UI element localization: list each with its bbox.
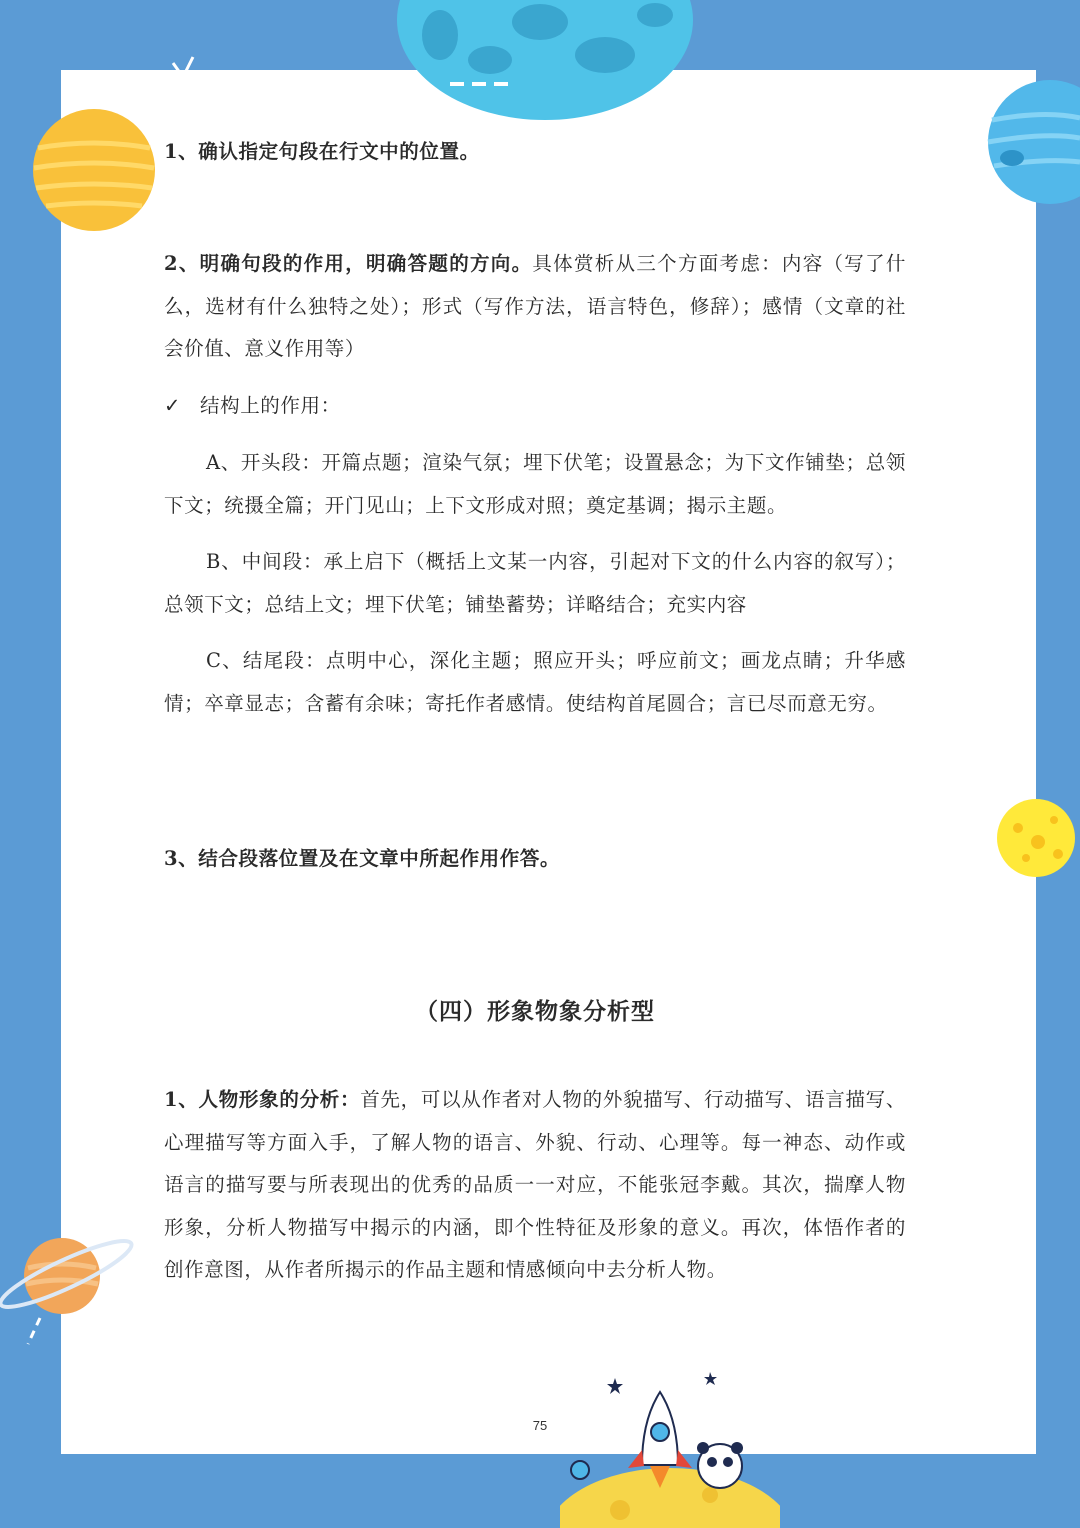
- step-2-text: 具体赏析从三个方面考虑：内容（写了什么，选材有什么独特之处）；形式（写作方法，语言特色，修辞）；感情（文章的社会价值、意义作用等）: [164, 252, 906, 360]
- middle-paragraph-functions: B、中间段：承上启下（概括上文某一内容，引起对下文的什么内容的叙写）；总领下文；总结上文；埋下伏笔；铺垫蓄势；详略结合；充实内容: [164, 550, 906, 616]
- checkmark-icon: ✓: [164, 394, 181, 417]
- structure-function-item: [164, 385, 906, 428]
- sparkle-icon: [165, 55, 199, 95]
- character-analysis-paragraph: [164, 1079, 906, 1292]
- blue-cratered-planet-icon: [380, 0, 710, 122]
- ringed-planet-icon: [0, 1232, 140, 1356]
- ending-paragraph-functions: C、结尾段：点明中心，深化主题；照应开头；呼应前文；画龙点睛；升华感情；卒章显志；含蓄有余味；寄托作者感情。使结构首尾圆合；言已尽而意无穷。: [164, 649, 906, 715]
- character-analysis-heading: 1、人物形象的分析：: [164, 1088, 361, 1111]
- step-1-heading: 1、确认指定句段在行文中的位置。: [164, 140, 480, 163]
- character-analysis-text: 首先，可以从作者对人物的外貌描写、行动描写、语言描写、心理描写等方面入手，了解人物的语言、外貌、行动、心理等。每一神态、动作或语言的描写要与所表现出的优秀的品质一一对应，不能张冠李戴。其次，揣摩人物形象，分析人物描写中揭示的内涵，即个性特征及形象的意义。再次，体悟作者的创作意图，从作者所揭示的作品主题和情感倾向中去分析人物。: [164, 1088, 906, 1281]
- structure-function-label: 结构上的作用：: [200, 394, 341, 417]
- step-2-heading: 2、明确句段的作用，明确答题的方向。: [164, 252, 533, 275]
- striped-blue-planet-icon: [986, 80, 1080, 204]
- striped-yellow-planet-icon: [32, 108, 156, 232]
- spotted-yellow-planet-icon: [996, 798, 1080, 878]
- step-3-heading: 3、结合段落位置及在文章中所起作用作答。: [164, 847, 561, 870]
- page-number: 75: [532, 1418, 548, 1433]
- section-title: （四）形象物象分析型: [415, 998, 655, 1025]
- step-2-paragraph: [164, 243, 906, 371]
- opening-paragraph-functions: A、开头段：开篇点题；渲染气氛；埋下伏笔；设置悬念；为下文作铺垫；总领下文；统摄全篇；开门见山；上下文形成对照；奠定基调；揭示主题。: [164, 451, 906, 517]
- rocket-panda-illustration: [560, 1370, 780, 1528]
